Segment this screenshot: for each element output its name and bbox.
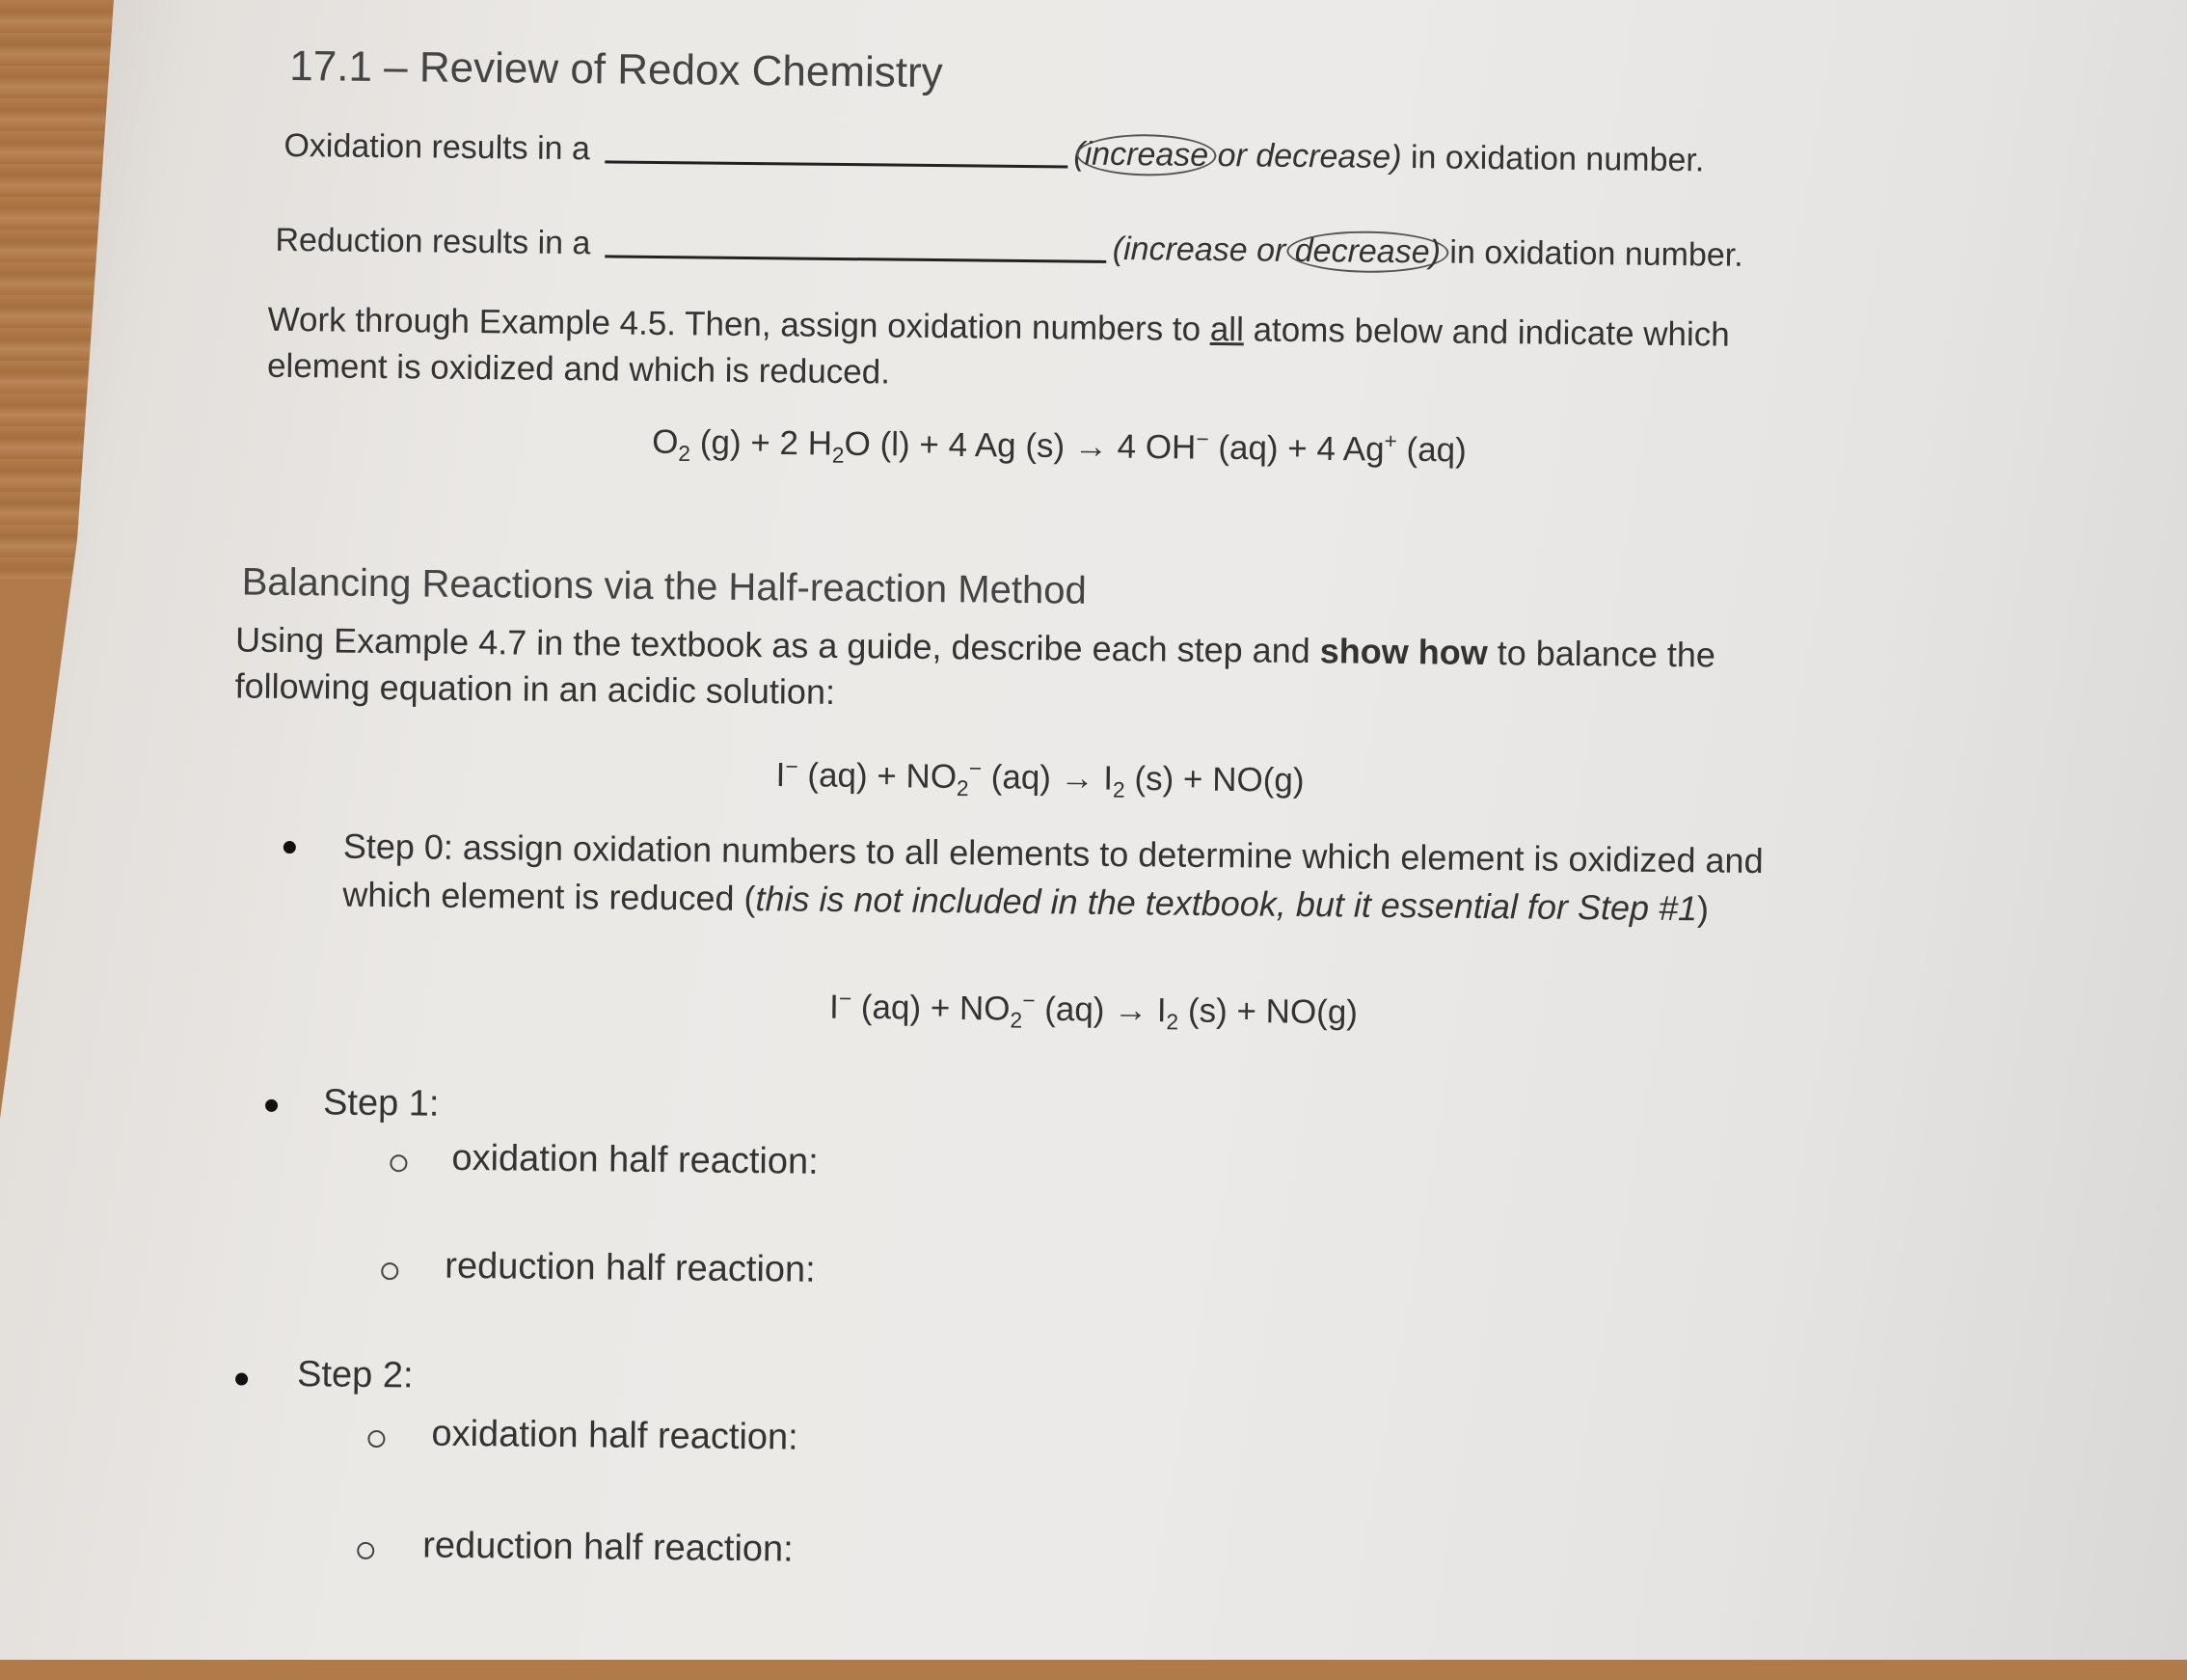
question-prefix: Reduction results in a	[275, 221, 591, 262]
circled-answer-increase: increase	[1076, 134, 1216, 177]
question-prefix: Oxidation results in a	[284, 126, 591, 168]
section-heading: Balancing Reactions via the Half-reaction Method	[241, 560, 1087, 612]
instruction-example-4-5: Work through Example 4.5. Then, assign oxidation numbers to all atoms below and indicate which element is oxidized and which is reduced.	[266, 300, 1730, 392]
answer-blank-reduction[interactable]	[606, 235, 1107, 262]
step-0: Step 0: assign oxidation numbers to all elements to determine which element is oxidized and which element is reduced (this is not included in the textbook, but it essential for Step #1)	[342, 826, 1764, 929]
hollow-bullet-icon	[357, 1542, 374, 1559]
hollow-bullet-icon	[390, 1154, 407, 1172]
step-2-reduction-half-reaction: reduction half reaction:	[422, 1525, 794, 1570]
step-1: Step 1:	[322, 1082, 440, 1125]
equation-iodide-nitrite: I− $(aq) + NO_2^-$ $(aq) \to I_2$ (s) + NO(g)	[775, 753, 1305, 802]
question-oxidation: Oxidation results in a (increase or decrease) in oxidation number.	[284, 126, 1705, 179]
circled-answer-decrease: decrease)	[1287, 230, 1449, 274]
hollow-bullet-icon	[367, 1430, 385, 1448]
step-1-oxidation-half-reaction: oxidation half reaction:	[451, 1137, 819, 1182]
hollow-bullet-icon	[381, 1262, 398, 1280]
equation-iodide-nitrite-repeat: I− $(aq) + NO_2^-$ $(aq) \to I_2$ (s) + NO(g)	[828, 986, 1359, 1035]
bullet-icon	[265, 1099, 278, 1112]
instruction-example-4-7: Using Example 4.7 in the textbook as a guide, describe each step and show how to balance the following equation in an acidic solution:	[234, 619, 1716, 712]
step-1-reduction-half-reaction: reduction half reaction:	[445, 1245, 816, 1290]
page-title: 17.1 – Review of Redox Chemistry	[289, 42, 943, 97]
step-2: Step 2:	[296, 1354, 414, 1396]
step-2-oxidation-half-reaction: oxidation half reaction:	[431, 1413, 798, 1458]
bullet-icon	[235, 1372, 248, 1385]
answer-blank-oxidation[interactable]	[605, 141, 1067, 168]
bullet-icon	[284, 841, 296, 854]
question-reduction: Reduction results in a (increase or decrease) in oxidation number.	[275, 221, 1743, 274]
equation-ag-oxygen: $O_2$ (g) + 2 $H_2O$ (l) + 4 Ag (s) → 4 OH− (aq) + 4 Ag+ (aq)	[652, 422, 1467, 470]
